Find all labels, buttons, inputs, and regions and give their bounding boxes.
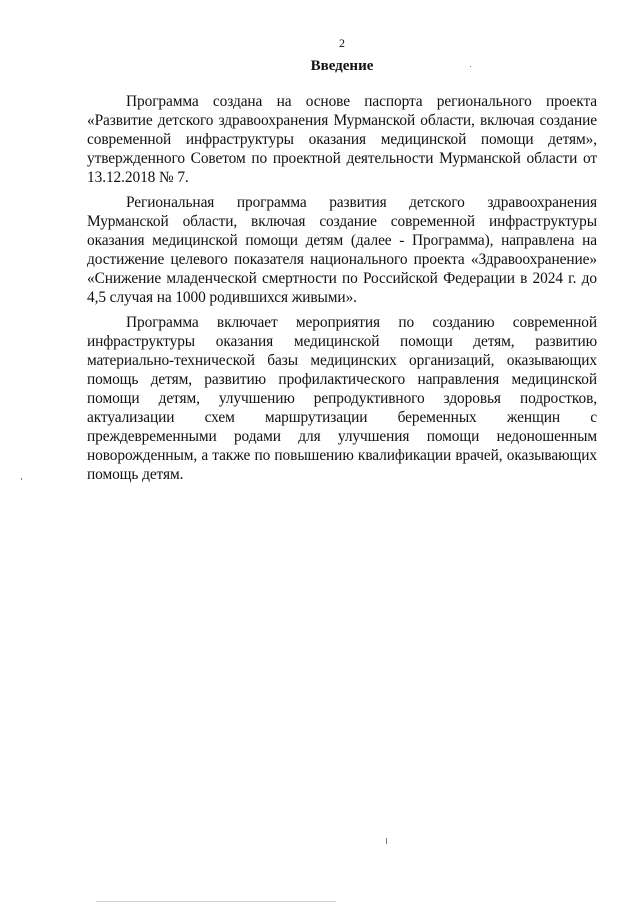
paragraph-2: Региональная программа развития детского здравоохранения Мурманской области, включая создание современной инфраструктуры оказания медицинской помощи детям (далее - Программа), направлена на достижение целевого показателя национального проекта «Здравоохранение» «Снижение младенческой смертности по Российской Федерации в 2024 г. до 4,5 случая на 1000 родившихся живыми».	[87, 194, 597, 306]
paragraph-3: Программа включает мероприятия по созданию современной инфраструктуры оказания медицинской помощи детям, развитию материально-технической базы медицинских организаций, оказывающих помощь детям, развитию профилактического направления медицинской помощи детям, улучшению репродуктивного здоровья подростков, актуализации схем маршрутизации беременных женщин с преждевременными родами для улучшения помощи недоношенным новорожденным, а также по повышению квалификации врачей, оказывающих помощь детям.	[87, 314, 597, 483]
paragraph-1: Программа создана на основе паспорта регионального проекта «Развитие детского здравоохранения Мурманской области, включая создание современной инфраструктуры оказания медицинской помощи детям», утвержденного Советом по проектной деятельности Мурманской области от 13.12.2018 № 7.	[87, 93, 597, 186]
scan-speck	[470, 66, 471, 67]
scan-speck	[386, 838, 387, 844]
page-number: 2	[339, 36, 345, 50]
scan-speck	[21, 478, 22, 480]
document-body	[87, 92, 597, 490]
section-heading: Введение	[310, 58, 374, 74]
scan-edge-line	[96, 901, 336, 902]
